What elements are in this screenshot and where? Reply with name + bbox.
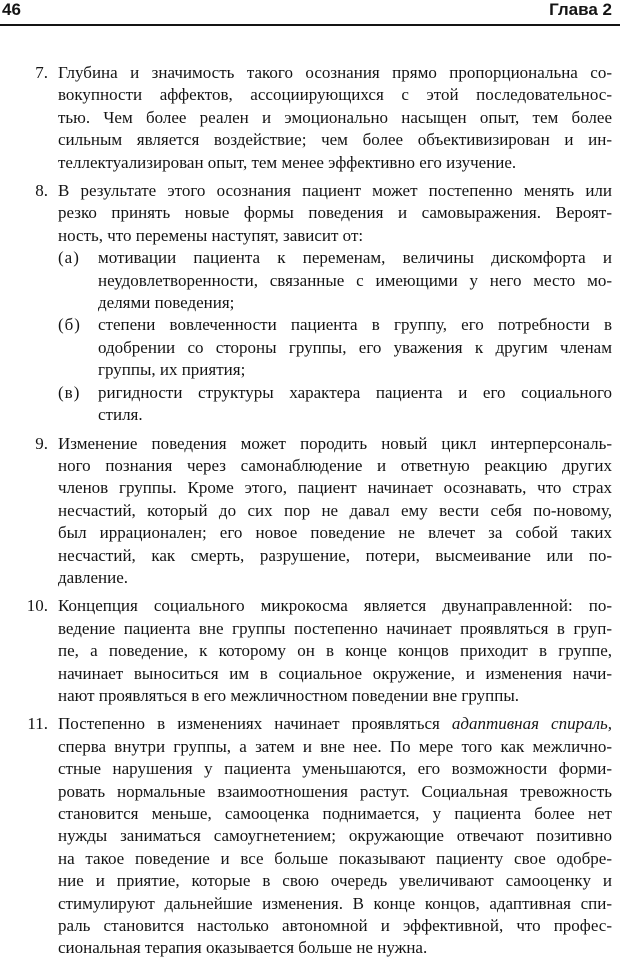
page-number: 46 (2, 0, 21, 19)
text-line: стиля. (98, 405, 143, 425)
text-line: нужды заниматься самоугнетением; окружающие отвечают позитивно (58, 826, 612, 846)
list-item-9 (8, 433, 612, 590)
text-line: неудовлетворенности, связанные с имеющими у него место мо- (98, 270, 612, 290)
page-header (0, 0, 620, 28)
text-line: группы, их приятия; (98, 360, 246, 380)
text-line: ровать нормальные взаимоотношения растут. Социальная тревожность (58, 781, 612, 801)
sub-item-label: (а) (58, 248, 80, 268)
text-line: Глубина и значимость такого осознания прямо пропорциональна со- (58, 63, 612, 82)
text-line: начинает выноситься им в социальное окружение, и изменения начи- (58, 663, 612, 683)
text-line: нают проявляться в его межличностном поведении вне группы. (58, 685, 519, 705)
text-line: Концепция социального микрокосма является двунаправленной: по- (58, 596, 612, 616)
text-fragment: Постепенно в изменениях начинает проявляться (58, 714, 452, 734)
text-line: стимулируют дальнейшие изменения. В конце концов, адаптивная спи- (58, 893, 612, 913)
text-line: степени вовлеченности пациента в группу, его потребности в (98, 315, 612, 335)
text-line: членов группы. Кроме этого, пациент начинает осознавать, что страх (58, 478, 612, 498)
chapter-title: Глава 2 (549, 0, 612, 19)
emphasis-term: адаптивная спираль, (451, 714, 613, 734)
text-line: ригидности структуры характера пациента и его социального (98, 382, 612, 402)
text-line (58, 713, 612, 735)
sub-item-b (58, 314, 612, 381)
text-line: вокупности аффектов, ассоциирующихся с этой последовательнос- (58, 85, 612, 105)
text-line: сперва внутри группы, а затем и вне нее. По мере того как межлично- (58, 736, 612, 756)
text-line: несчастий, как смерть, разрушение, потери, высмеивание или по- (58, 545, 612, 565)
header-rule (0, 24, 620, 26)
item-number: 10. (26, 596, 48, 616)
text-line: делями поведения; (98, 293, 235, 313)
item-number: 11. (27, 714, 48, 734)
text-line: тью. Чем более реален и эмоционально насыщен опыт, тем более (58, 107, 612, 127)
text-line: пе, а поведение, к которому он в конце концов приходит в группе, (58, 641, 612, 661)
text-line: давление. (58, 567, 129, 587)
text-line: одобрении со стороны группы, его уважения к другим членам (98, 337, 612, 357)
list-item-7 (8, 62, 612, 174)
text-line: несчастий, который до сих пор не давал ему вести себя по-новому, (58, 500, 612, 520)
item-number: 8. (35, 181, 48, 201)
text-line: был иррационален; его новое поведение не влечет за собой таких (58, 523, 612, 543)
text-line: становится меньше, самооценка поднимается, у пациента более нет (58, 804, 612, 823)
text-line: сильным является воздействие; чем более объективизирован и ин- (58, 130, 612, 150)
list-item-10 (8, 595, 612, 707)
text-line: Изменение поведения может породить новый цикл интерперсональ- (58, 433, 612, 453)
list-item-8 (8, 180, 612, 426)
text-line: ность, что перемены наступят, зависит от: (58, 225, 364, 245)
text-line: сиональная терапия оказывается больше не нужна. (58, 938, 428, 958)
sub-item-label: (б) (58, 315, 81, 335)
sub-item-a (58, 247, 612, 314)
numbered-list (8, 62, 612, 960)
text-line: резко принять новые формы поведения и самовыражения. Вероят- (58, 203, 612, 223)
text-line: теллектуализирован опыт, тем менее эффективно его изучение. (58, 152, 517, 172)
list-item-11 (8, 713, 612, 959)
text-line: В результате этого осознания пациент может постепенно менять или (58, 181, 612, 201)
text-line: ного познания через самонаблюдение и ответную реакцию других (58, 455, 612, 475)
text-line: мотивации пациента к переменам, величины дискомфорта и (98, 248, 612, 268)
text-line: ведение пациента вне группы постепенно начинает проявляться в груп- (58, 618, 612, 638)
text-line: раль становится настолько автономной и эффективной, что профес- (58, 916, 612, 936)
text-line: на такое поведение и все больше показывают пациенту свое одобре- (58, 848, 612, 868)
item-number: 7. (35, 63, 48, 82)
text-line: ние и приятие, которые в свою очередь увеличивают самооценку и (58, 871, 612, 891)
sub-item-label: (в) (58, 382, 81, 402)
sub-item-c (58, 382, 612, 427)
text-line: стные нарушения у пациента уменьшаются, его возможности форми- (58, 759, 612, 779)
item-number: 9. (35, 433, 48, 453)
